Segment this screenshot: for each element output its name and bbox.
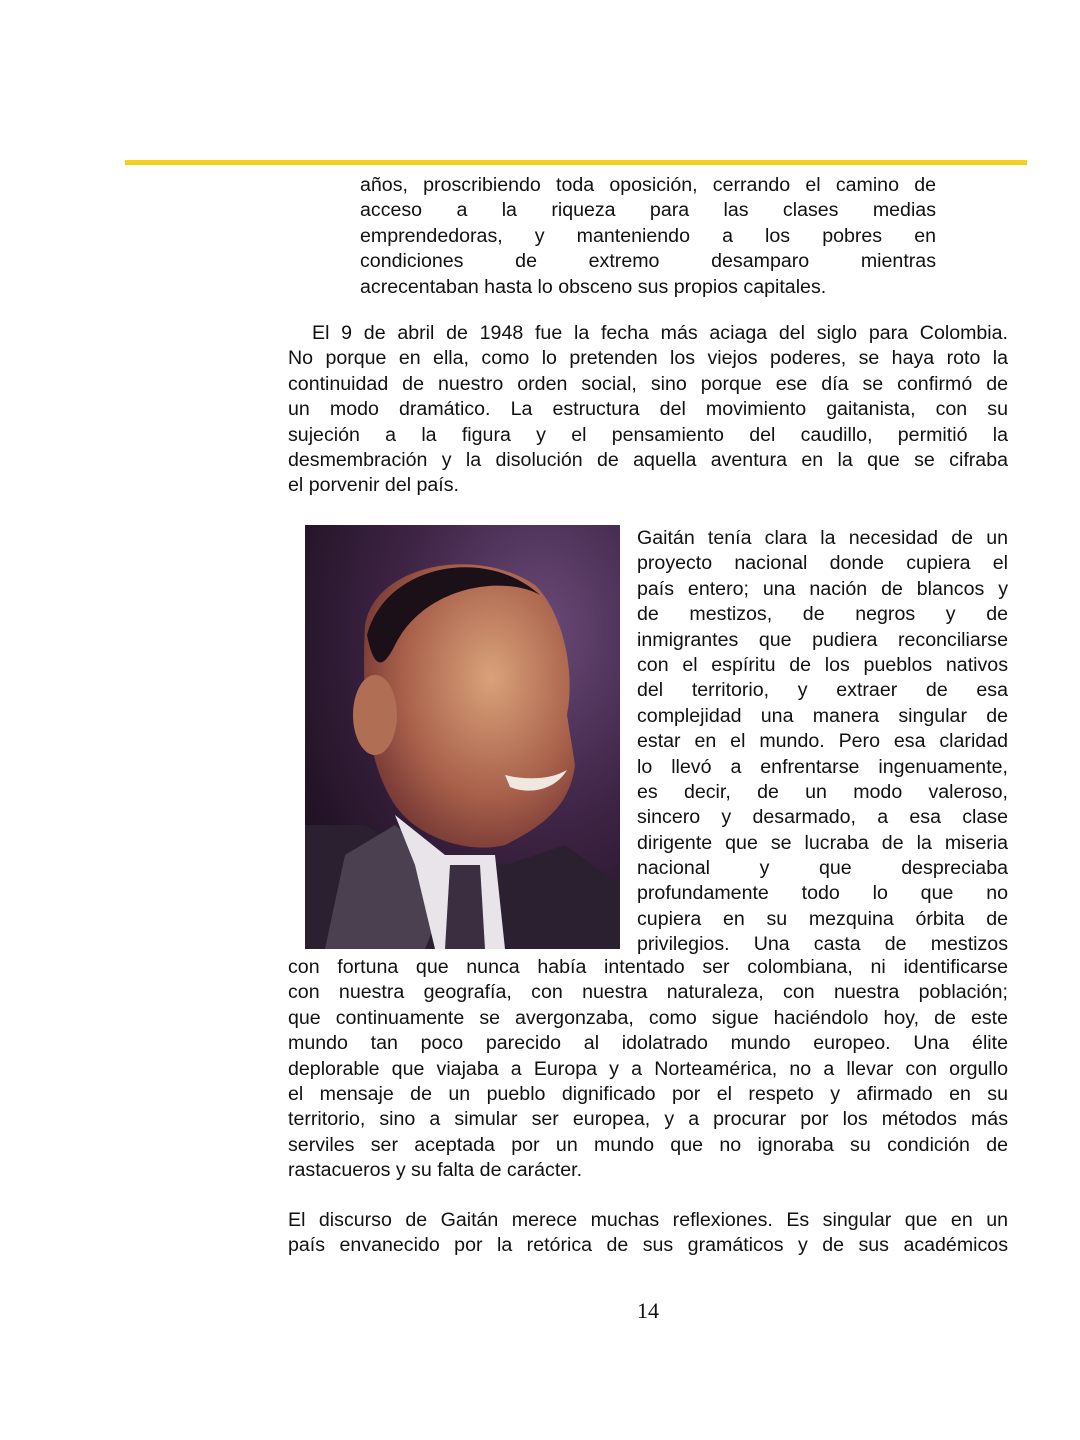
header-rule bbox=[125, 160, 1027, 165]
text-line: lo llevó a enfrentarse ingenuamente, bbox=[637, 755, 1008, 778]
text-line: sincero y desarmado, a esa clase bbox=[637, 806, 1008, 829]
text-line: serviles ser aceptada por un mundo que no ignoraba su condición de bbox=[288, 1133, 1008, 1156]
text-line: continuidad de nuestro orden social, sino porque ese día se confirmó de bbox=[288, 372, 1008, 395]
text-line: país envanecido por la retórica de sus gramáticos y de sus académicos bbox=[288, 1234, 1008, 1257]
block-quote bbox=[360, 173, 936, 300]
text-line: El 9 de abril de 1948 fue la fecha más aciaga del siglo para Colombia. bbox=[312, 322, 1008, 344]
page-number: 14 bbox=[637, 1298, 659, 1323]
text-line: complejidad una manera singular de bbox=[637, 704, 1008, 727]
text-line: que continuamente se avergonzaba, como sigue haciéndolo hoy, de este bbox=[288, 1006, 1008, 1029]
text-line: No porque en ella, como lo pretenden los viejos poderes, se haya roto la bbox=[288, 347, 1008, 370]
text-line: profundamente todo lo que no bbox=[637, 882, 1008, 905]
text-line: un modo dramático. La estructura del movimiento gaitanista, con su bbox=[288, 398, 1008, 421]
text-line: del territorio, y extraer de esa bbox=[637, 679, 1008, 702]
text-line: El discurso de Gaitán merece muchas reflexiones. Es singular que en un bbox=[288, 1209, 1008, 1231]
text-line: de mestizos, de negros y de bbox=[637, 603, 1008, 626]
text-line: el mensaje de un pueblo dignificado por el respeto y afirmado en su bbox=[288, 1082, 1008, 1105]
text-line: con el espíritu de los pueblos nativos bbox=[637, 653, 1008, 676]
text-line: Gaitán tenía clara la necesidad de un bbox=[637, 527, 1008, 549]
text-line: territorio, sino a simular ser europea, y a procurar por los métodos más bbox=[288, 1108, 1008, 1131]
text-line: país entero; una nación de blancos y bbox=[637, 577, 1008, 600]
paragraph-1 bbox=[288, 321, 1008, 499]
text-line: es decir, de un modo valeroso, bbox=[637, 780, 1008, 803]
text-line: inmigrantes que pudiera reconciliarse bbox=[637, 628, 1008, 651]
portrait-image bbox=[305, 525, 620, 949]
text-line: proyecto nacional donde cupiera el bbox=[637, 552, 1008, 575]
text-line: privilegios. Una casta de mestizos bbox=[637, 933, 1008, 956]
paragraph-2-column bbox=[637, 526, 1008, 958]
text-line: condiciones de extremo desamparo mientras bbox=[360, 250, 936, 273]
text-line: años, proscribiendo toda oposición, cerrando el camino de bbox=[360, 174, 936, 196]
text-line: rastacueros y su falta de carácter. bbox=[288, 1159, 583, 1182]
text-line: desmembración y la disolución de aquella aventura en la que se cifraba bbox=[288, 448, 1008, 471]
text-line: nacional y que despreciaba bbox=[637, 857, 1008, 880]
text-line: el porvenir del país. bbox=[288, 474, 459, 497]
text-line: deplorable que viajaba a Europa y a Norteamérica, no a llevar con orgullo bbox=[288, 1057, 1008, 1080]
text-line: cupiera en su mezquina órbita de bbox=[637, 907, 1008, 930]
text-line: dirigente que se lucraba de la miseria bbox=[637, 831, 1008, 854]
text-line: estar en el mundo. Pero esa claridad bbox=[637, 730, 1008, 753]
text-line: con nuestra geografía, con nuestra naturaleza, con nuestra población; bbox=[288, 981, 1008, 1004]
text-line: acceso a la riqueza para las clases medias bbox=[360, 199, 936, 222]
text-line: con fortuna que nunca había intentado ser colombiana, ni identificarse bbox=[288, 956, 1008, 978]
text-line: sujeción a la figura y el pensamiento del caudillo, permitió la bbox=[288, 423, 1008, 446]
text-line: mundo tan poco parecido al idolatrado mundo europeo. Una élite bbox=[288, 1032, 1008, 1055]
paragraph-3 bbox=[288, 1208, 1008, 1259]
text-line: acrecentaban hasta lo obsceno sus propios capitales. bbox=[360, 275, 827, 298]
text-line: emprendedoras, y manteniendo a los pobres en bbox=[360, 224, 936, 247]
paragraph-2-continued bbox=[288, 955, 1008, 1184]
